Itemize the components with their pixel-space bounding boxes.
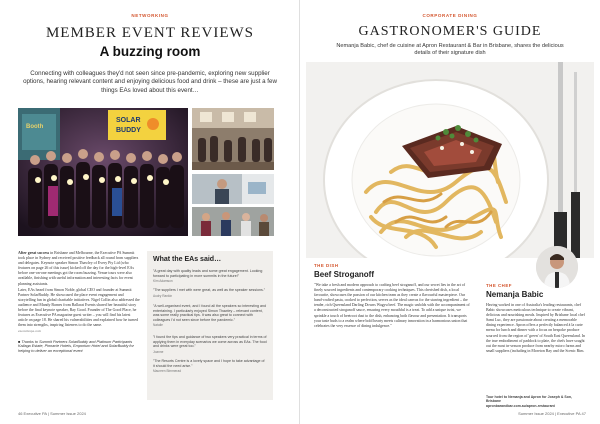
testimonial-1-author: Kim Adamson xyxy=(153,279,173,284)
testimonial-4-text: "I found the tips and guidance of two speakers very practical in terms of applying them in everyday scenarios we come across as EAs. The food and drinks were great too." xyxy=(153,335,267,349)
testimonial-4-author: Joanne xyxy=(153,349,164,354)
testimonial-5 xyxy=(153,359,267,374)
testimonial-5-text: "The Resorts Centre is a lovely space and I hope to take advantage of it should the need arise." xyxy=(153,359,265,368)
booth-text: Booth xyxy=(26,124,44,130)
article-body xyxy=(18,251,140,354)
body-paragraph-2: Later, EAs heard from Simon Noble, global CEO and founder at Summit Partner SolarBuddy. He showcased the place event engagement and storytelling fun in global charitable initiatives. Nigel Collin also addressed the audience and Mandy Barnes from Ballarat Events shared her beautiful story before the final keynote speaker, Ray Good. Founder of The Good Place, he features as Executive PA magazine guest writer – you will find his latest article on page 18. He shared his vulnerabilities and explained how he turned them into strengths, inspiring listeners to do the same. xyxy=(18,287,140,328)
chef-contact-line-1: Tour hotel to Nemanja and Apron for Joseph & Son, Brisbane xyxy=(486,395,572,404)
chef-photo xyxy=(536,246,578,288)
chef-contact-link[interactable]: apronbarandbar.com.au/apron-restaurant xyxy=(486,403,555,408)
testimonial-3 xyxy=(153,304,267,328)
solarbuddy-banner-line-1: SOLAR xyxy=(116,117,141,124)
chef-name: Nemanja Babic xyxy=(486,290,544,299)
byline: executivepa.com xyxy=(18,329,41,334)
right-footer: Summer Issue 2024 | Executive PA 47 xyxy=(518,411,586,416)
article-intro: Connecting with colleagues they'd not seen since pre-pandemic, exploring new supplier options, hearing relevant content and enjoying delicious food and drink – these are just a few things EAs loved about this event… xyxy=(23,70,277,94)
networking-photo-art xyxy=(192,207,274,236)
event-group-photo xyxy=(18,108,188,236)
testimonial-1-text: "A great day with quality leads and some great engagement. Looking forward to participating in more summits in the future!" xyxy=(153,269,263,278)
thanks-bullet-icon: ■ xyxy=(18,339,22,344)
thanks-note xyxy=(18,340,140,354)
section-kicker: NETWORKING xyxy=(131,13,169,18)
room-photo-art xyxy=(192,108,274,170)
body-paragraph-1-text: in Brisbane and Melbourne, the Executive PA Summit took place in Sydney and received positive feedback all round from suppliers and delegates. Keynote speaker Simon Thawley of Every Pty Ltd (who features on page 26 of this issue) kicked off the day for the high-level EAs before one-on-one meetings got the room buzzing. Venue tours were also available, finishing with useful information and interesting facts for event planning assistants. xyxy=(18,251,139,286)
dish-description: "We take a fresh and modern approach to crafting beef stroganoff, and our secret lies in the art of finely sourced ingredients and contemporary cooking techniques. This cherished dish, a local favourite, showcases the passion of our kitchen team as they create a flavourful masterpiece. Our hand-crafted pasta, cooked to perfection, serves as the ideal canvas for the starring ingredient – the tender, rich Queensland Darling Downs Wagyu beef. The magic unfolds with the accompaniment of a deconstructed stroganoff sauce, ensuring every mouthful is a treat. To add a unique twist, we sprinkle a touch of beetroot dust to the dish, enhancing both flavour and presentation. It transports your taste buds to a realm where bold hearty meets culinary innovation in a harmonious union that celebrates the very essence of dining indulgence." xyxy=(314,283,470,328)
testimonial-2 xyxy=(153,288,267,298)
chef-contact xyxy=(486,395,586,408)
testimonial-2-text: "The suppliers I met with were great, as well as the speaker sessions." xyxy=(153,288,266,292)
left-footer: 46 Executive PA | Summer Issue 2024 xyxy=(18,411,86,416)
chef-photo-art xyxy=(536,246,578,288)
dish-photo-art xyxy=(306,62,594,258)
thanks-text: Thanks to Summit Partners SolarBuddy and Platinum Participants Kallaga Estate, Pinnacle Hotels, Emporium Hotel and SolarBuddy for helping to deliver an exceptional event xyxy=(18,339,134,354)
testimonial-3-text: "A well-organised event, and I found all the speakers so interesting and entertaining. I particularly enjoyed Simon Thawley – relevant content, was some really practical tips. It was also great to connect with colleagues I'd not seen since before the pandemic." xyxy=(153,304,266,322)
body-paragraph-1 xyxy=(18,251,140,287)
chef-label: THE CHEF xyxy=(486,283,512,288)
testimonials-box xyxy=(147,251,273,400)
testimonials-title: What the EAs said… xyxy=(153,256,222,263)
dish-label: THE DISH xyxy=(314,263,339,268)
page-title: MEMBER EVENT REVIEWS xyxy=(45,25,255,41)
right-page xyxy=(300,0,600,424)
testimonial-2-author: Audry Rankin xyxy=(153,293,173,298)
page-title-right: GASTRONOMER'S GUIDE xyxy=(358,24,542,39)
article-headline: A buzzing room xyxy=(99,44,201,59)
lead-in: After great success xyxy=(18,251,50,255)
room-photo xyxy=(192,108,274,170)
event-group-photo-art xyxy=(18,108,188,236)
networking-photo xyxy=(192,207,274,236)
speaker-photo-art xyxy=(192,174,274,204)
testimonial-3-author: Natalie xyxy=(153,323,163,328)
solarbuddy-banner-line-2: BUDDY xyxy=(116,127,141,134)
testimonial-5-author: Maureen Bimmerad xyxy=(153,369,181,374)
dish-photo xyxy=(306,62,594,258)
chef-bio: Having worked in one of Australia's leading restaurants, chef Babic showcases meticulous technique to create vibrant, delicious and nourishing meals. Inspired by Brisbane local chef Sami Luc, they are passionate about creating a memorable dining experience. Apron offers a perfectly balanced à la carte menu for lunch and dinner with a focus on bespoke produce sourced from the region of 'green' of South East Queensland. In the true embodiment of paddock to plate, the chefs have sought out the most in-season produce from nearby micro farms and small suppliers (including in Moreton Bay and the Scenic Rim. xyxy=(486,303,585,353)
dish-name: Beef Stroganoff xyxy=(314,270,374,279)
speaker-photo xyxy=(192,174,274,204)
testimonial-4 xyxy=(153,335,267,354)
article-standfirst: Nemanja Babic, chef de cuisine at Apron Restaurant & Bar in Brisbane, shares the delicious details of their signature dish xyxy=(336,43,564,57)
testimonial-1 xyxy=(153,269,267,284)
section-kicker-right: CORPORATE DINING xyxy=(422,13,478,18)
